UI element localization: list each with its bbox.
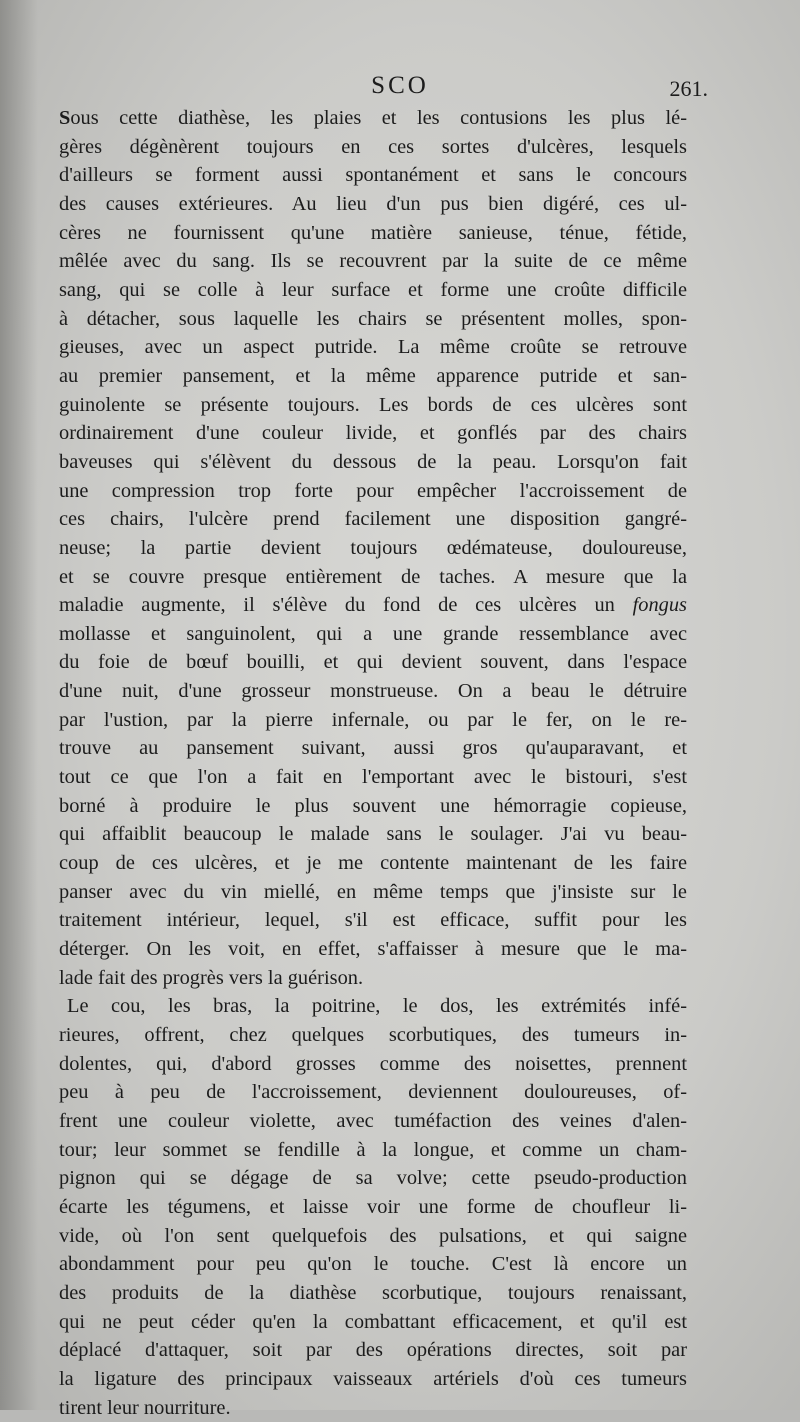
text-line: frent une couleur violette, avec tuméfaction des veines d'alen- bbox=[59, 1109, 687, 1132]
text-line: dolentes, qui, d'abord grosses comme des noisettes, prennent bbox=[59, 1052, 687, 1075]
page-header bbox=[0, 72, 800, 108]
text-line: des produits de la diathèse scorbutique, toujours renaissant, bbox=[59, 1281, 687, 1304]
text-line: d'ailleurs se forment aussi spontanément et sans le concours bbox=[59, 164, 687, 187]
text-line: mollasse et sanguinolent, qui a une grande ressemblance avec bbox=[59, 622, 687, 645]
text-line: cères ne fournissent qu'une matière sanieuse, ténue, fétide, bbox=[59, 221, 687, 244]
text-line: qui affaiblit beaucoup le malade sans le soulager. J'ai vu beau- bbox=[59, 823, 687, 846]
text-line: guinolente se présente toujours. Les bords de ces ulcères sont bbox=[59, 393, 687, 416]
text-line: tirent leur nourriture. bbox=[59, 1396, 231, 1419]
italic-term: fongus bbox=[632, 594, 687, 617]
text-line: Le cou, les bras, la poitrine, le dos, les extrémités infé- bbox=[67, 995, 687, 1018]
text-line: trouve au pansement suivant, aussi gros qu'auparavant, et bbox=[59, 737, 687, 760]
text-line: du foie de bœuf bouilli, et qui devient souvent, dans l'espace bbox=[59, 651, 687, 674]
text-line: tour; leur sommet se fendille à la longue, et comme un cham- bbox=[59, 1138, 687, 1161]
text-line: borné à produire le plus souvent une hémorragie copieuse, bbox=[59, 794, 687, 817]
text-line: ordinairement d'une couleur livide, et gonflés par des chairs bbox=[59, 422, 687, 445]
text-line: par l'ustion, par la pierre infernale, ou par le fer, on le re- bbox=[59, 708, 687, 731]
text-line: écarte les tégumens, et laisse voir une forme de choufleur li- bbox=[59, 1195, 687, 1218]
text-line: panser avec du vin miellé, en même temps que j'insiste sur le bbox=[59, 880, 687, 903]
paragraph-1 bbox=[59, 104, 687, 992]
text-line: ces chairs, l'ulcère prend facilement une disposition gangré- bbox=[59, 508, 687, 531]
text-line-with-italic bbox=[59, 591, 687, 620]
text-line: vide, où l'on sent quelquefois des pulsations, et qui saigne bbox=[59, 1224, 687, 1247]
text-line: à détacher, sous laquelle les chairs se présentent molles, spon- bbox=[59, 307, 687, 330]
text-line: gères dégènèrent toujours en ces sortes d'ulcères, lesquels bbox=[59, 135, 687, 158]
text-line: qui ne peut céder qu'en la combattant efficacement, et qu'il est bbox=[59, 1310, 687, 1333]
text-line: déplacé d'attaquer, soit par des opérations directes, soit par bbox=[59, 1339, 687, 1362]
page-number: 261. bbox=[669, 76, 708, 101]
text-line: traitement intérieur, lequel, s'il est efficace, suffit pour les bbox=[59, 909, 687, 932]
text-line: au premier pansement, et la même apparence putride et san- bbox=[59, 364, 687, 387]
text-line: et se couvre presque entièrement de taches. A mesure que la bbox=[59, 565, 687, 588]
text-line: lade fait des progrès vers la guérison. bbox=[59, 966, 364, 989]
text-line: tout ce que l'on a fait en l'emportant avec le bistouri, s'est bbox=[59, 766, 687, 789]
text-line: déterger. On les voit, en effet, s'affaisser à mesure que le ma- bbox=[59, 938, 687, 961]
text-line: sang, qui se colle à leur surface et forme une croûte difficile bbox=[59, 278, 687, 301]
text-line: coup de ces ulcères, et je me contente maintenant de les faire bbox=[59, 852, 687, 875]
text-line: gieuses, avec un aspect putride. La même croûte se retrouve bbox=[59, 336, 687, 359]
text-line: abondamment pour peu qu'on le touche. C'est là encore un bbox=[59, 1253, 687, 1276]
running-head: SCO bbox=[371, 72, 429, 99]
text-line: pignon qui se dégage de sa volve; cette pseudo-production bbox=[59, 1167, 687, 1190]
text-line-part: maladie augmente, il s'élève du fond de ces ulcères un bbox=[59, 594, 615, 617]
paragraph-2 bbox=[59, 992, 687, 1422]
text-line: peu à peu de l'accroissement, deviennent douloureuses, of- bbox=[59, 1081, 687, 1104]
text-line: rieures, offrent, chez quelques scorbutiques, des tumeurs in- bbox=[59, 1024, 687, 1046]
text-line: Sous cette diathèse, les plaies et les contusions les plus lé- bbox=[59, 107, 687, 129]
text-line: d'une nuit, d'une grosseur monstrueuse. On a beau le détruire bbox=[59, 680, 687, 703]
text-line: la ligature des principaux vaisseaux artériels d'où ces tumeurs bbox=[59, 1367, 687, 1390]
body-text bbox=[59, 104, 687, 1422]
text-line: mêlée avec du sang. Ils se recouvrent par la suite de ce même bbox=[59, 250, 687, 273]
text-line: baveuses qui s'élèvent du dessous de la peau. Lorsqu'on fait bbox=[59, 450, 687, 473]
text-line: une compression trop forte pour empêcher l'accroissement de bbox=[59, 479, 687, 502]
text-line: neuse; la partie devient toujours œdémateuse, douloureuse, bbox=[59, 536, 687, 559]
text-line: des causes extérieures. Au lieu d'un pus bien digéré, ces ul- bbox=[59, 192, 687, 215]
